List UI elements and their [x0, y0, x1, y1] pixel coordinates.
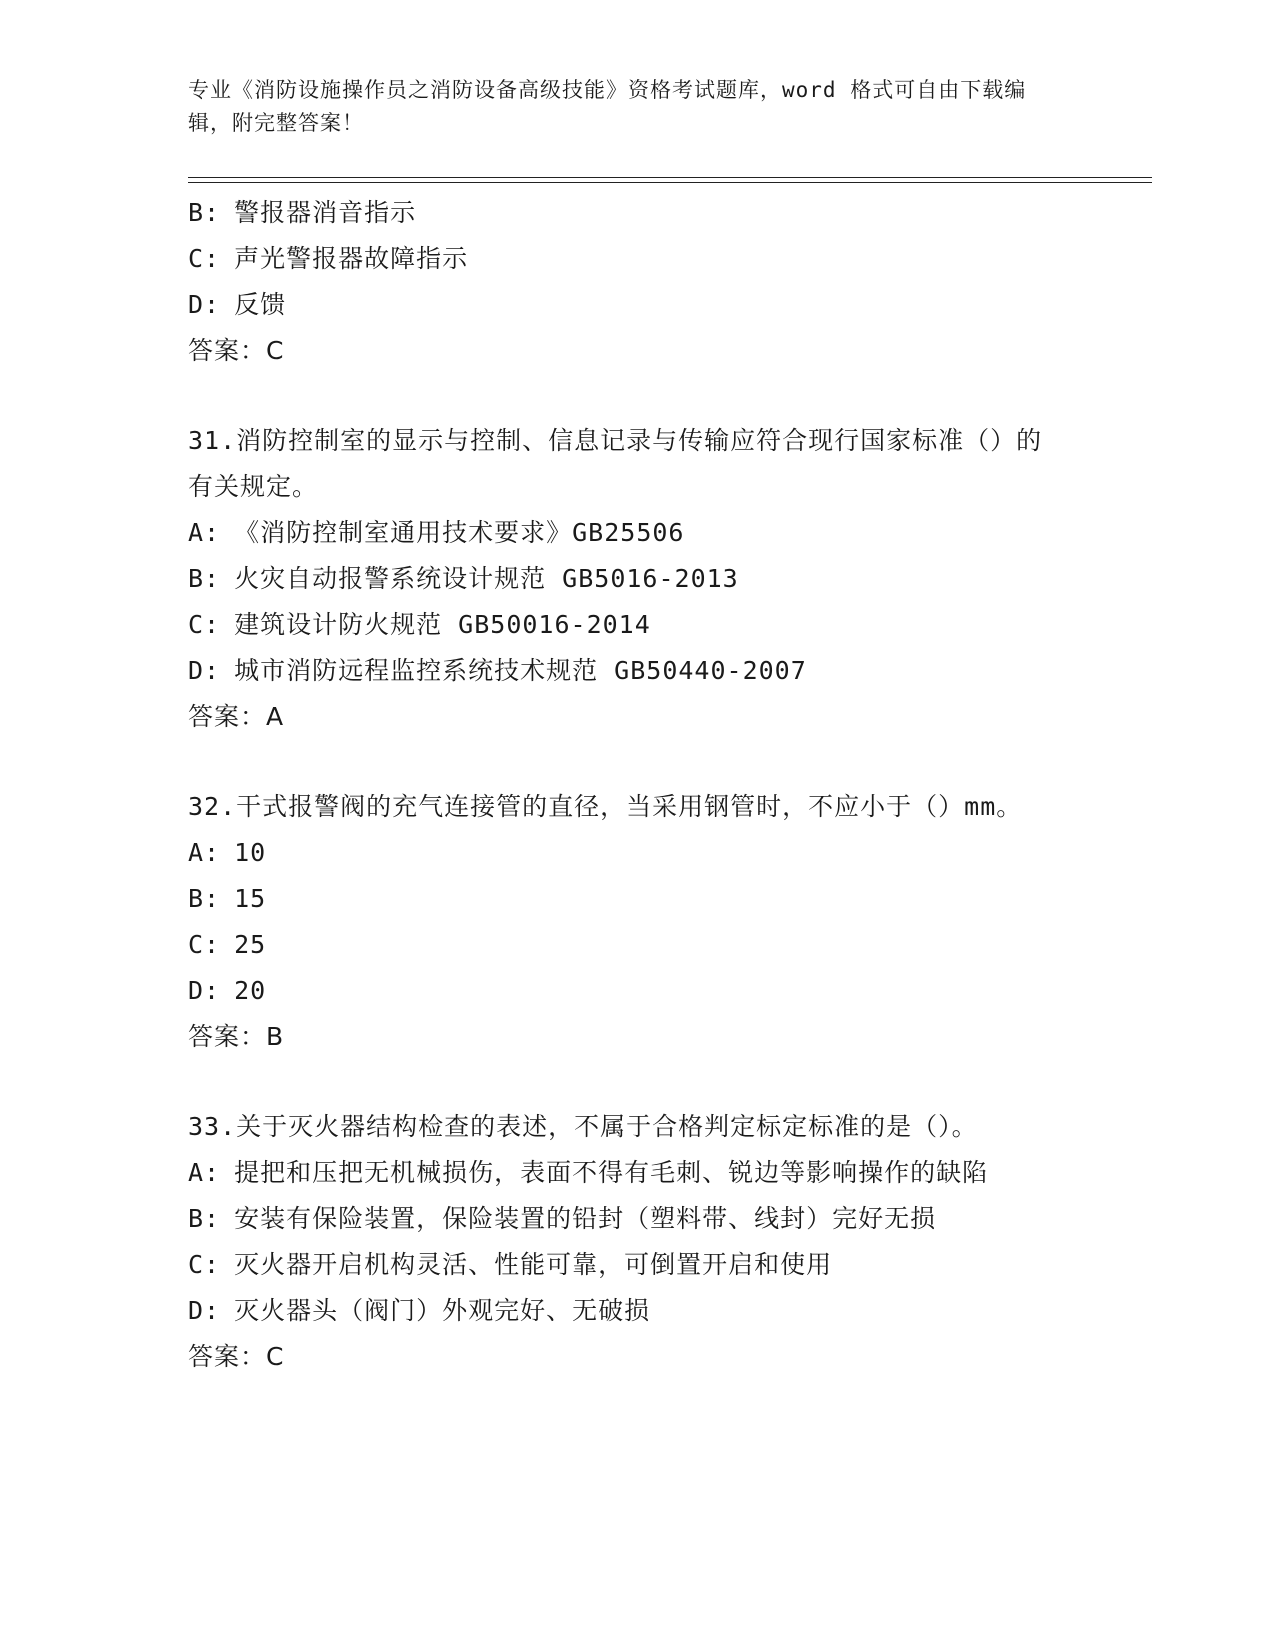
option-item — [188, 1242, 1088, 1288]
option-text: 20 — [234, 976, 267, 1005]
option-text: 25 — [234, 930, 267, 959]
option-item — [188, 968, 1088, 1014]
option-text: 警报器消音指示 — [234, 198, 417, 227]
document-header: 专业《消防设施操作员之消防设备高级技能》资格考试题库，word 格式可自由下载编辑，附完整答案！ — [188, 78, 1027, 135]
option-label: B: — [188, 198, 221, 227]
option-text: 灭火器头（阀门）外观完好、无破损 — [234, 1296, 651, 1325]
question-block-33 — [188, 1104, 1088, 1380]
option-text: 反馈 — [234, 290, 287, 319]
question-block-32 — [188, 784, 1088, 1060]
answer-line: 答案：C — [188, 1342, 285, 1371]
spacer — [188, 1060, 1088, 1104]
option-text: 提把和压把无机械损伤，表面不得有毛刺、锐边等影响操作的缺陷 — [234, 1158, 989, 1187]
option-text: 建筑设计防火规范 GB50016-2014 — [234, 610, 651, 639]
option-item — [188, 830, 1088, 876]
option-item — [188, 510, 1088, 556]
option-item — [188, 556, 1088, 602]
option-label: A: — [188, 838, 221, 867]
option-text: 声光警报器故障指示 — [234, 244, 469, 273]
option-label: A: — [188, 1158, 221, 1187]
option-label: D: — [188, 1296, 221, 1325]
option-item — [188, 876, 1088, 922]
header-divider-bottom — [188, 182, 1152, 183]
option-text: 火灾自动报警系统设计规范 GB5016-2013 — [234, 564, 739, 593]
header-divider-top — [188, 177, 1152, 178]
option-text: 15 — [234, 884, 267, 913]
option-label: D: — [188, 656, 221, 685]
option-item — [188, 1150, 1088, 1196]
option-item — [188, 236, 1088, 282]
option-item — [188, 648, 1088, 694]
option-text: 城市消防远程监控系统技术规范 GB50440-2007 — [234, 656, 807, 685]
option-text: 灭火器开启机构灵活、性能可靠，可倒置开启和使用 — [234, 1250, 833, 1279]
option-label: C: — [188, 1250, 221, 1279]
option-item — [188, 190, 1088, 236]
option-label: B: — [188, 1204, 221, 1233]
option-label: C: — [188, 610, 221, 639]
spacer — [188, 374, 1088, 418]
option-item — [188, 1288, 1088, 1334]
question-list — [188, 190, 1088, 1380]
answer-line: 答案：C — [188, 336, 285, 365]
option-label: A: — [188, 518, 221, 547]
option-label: B: — [188, 564, 221, 593]
option-label: C: — [188, 930, 221, 959]
question-stem: 31.消防控制室的显示与控制、信息记录与传输应符合现行国家标准（）的有关规定。 — [188, 426, 1043, 501]
option-text: 10 — [234, 838, 267, 867]
question-stem: 32.干式报警阀的充气连接管的直径，当采用钢管时，不应小于（）mm。 — [188, 792, 1023, 821]
option-label: D: — [188, 976, 221, 1005]
prev-question-block — [188, 190, 1088, 374]
option-item — [188, 282, 1088, 328]
option-item — [188, 1196, 1088, 1242]
question-stem: 33.关于灭火器结构检查的表述，不属于合格判定标定标准的是（）。 — [188, 1112, 978, 1141]
answer-line: 答案：B — [188, 1022, 285, 1051]
option-item — [188, 602, 1088, 648]
option-label: B: — [188, 884, 221, 913]
option-text: 安装有保险装置，保险装置的铅封（塑料带、线封）完好无损 — [234, 1204, 937, 1233]
spacer — [188, 740, 1088, 784]
option-text: 《消防控制室通用技术要求》GB25506 — [234, 518, 685, 547]
answer-line: 答案：A — [188, 702, 285, 731]
question-block-31 — [188, 418, 1088, 740]
option-label: C: — [188, 244, 221, 273]
option-label: D: — [188, 290, 221, 319]
option-item — [188, 922, 1088, 968]
